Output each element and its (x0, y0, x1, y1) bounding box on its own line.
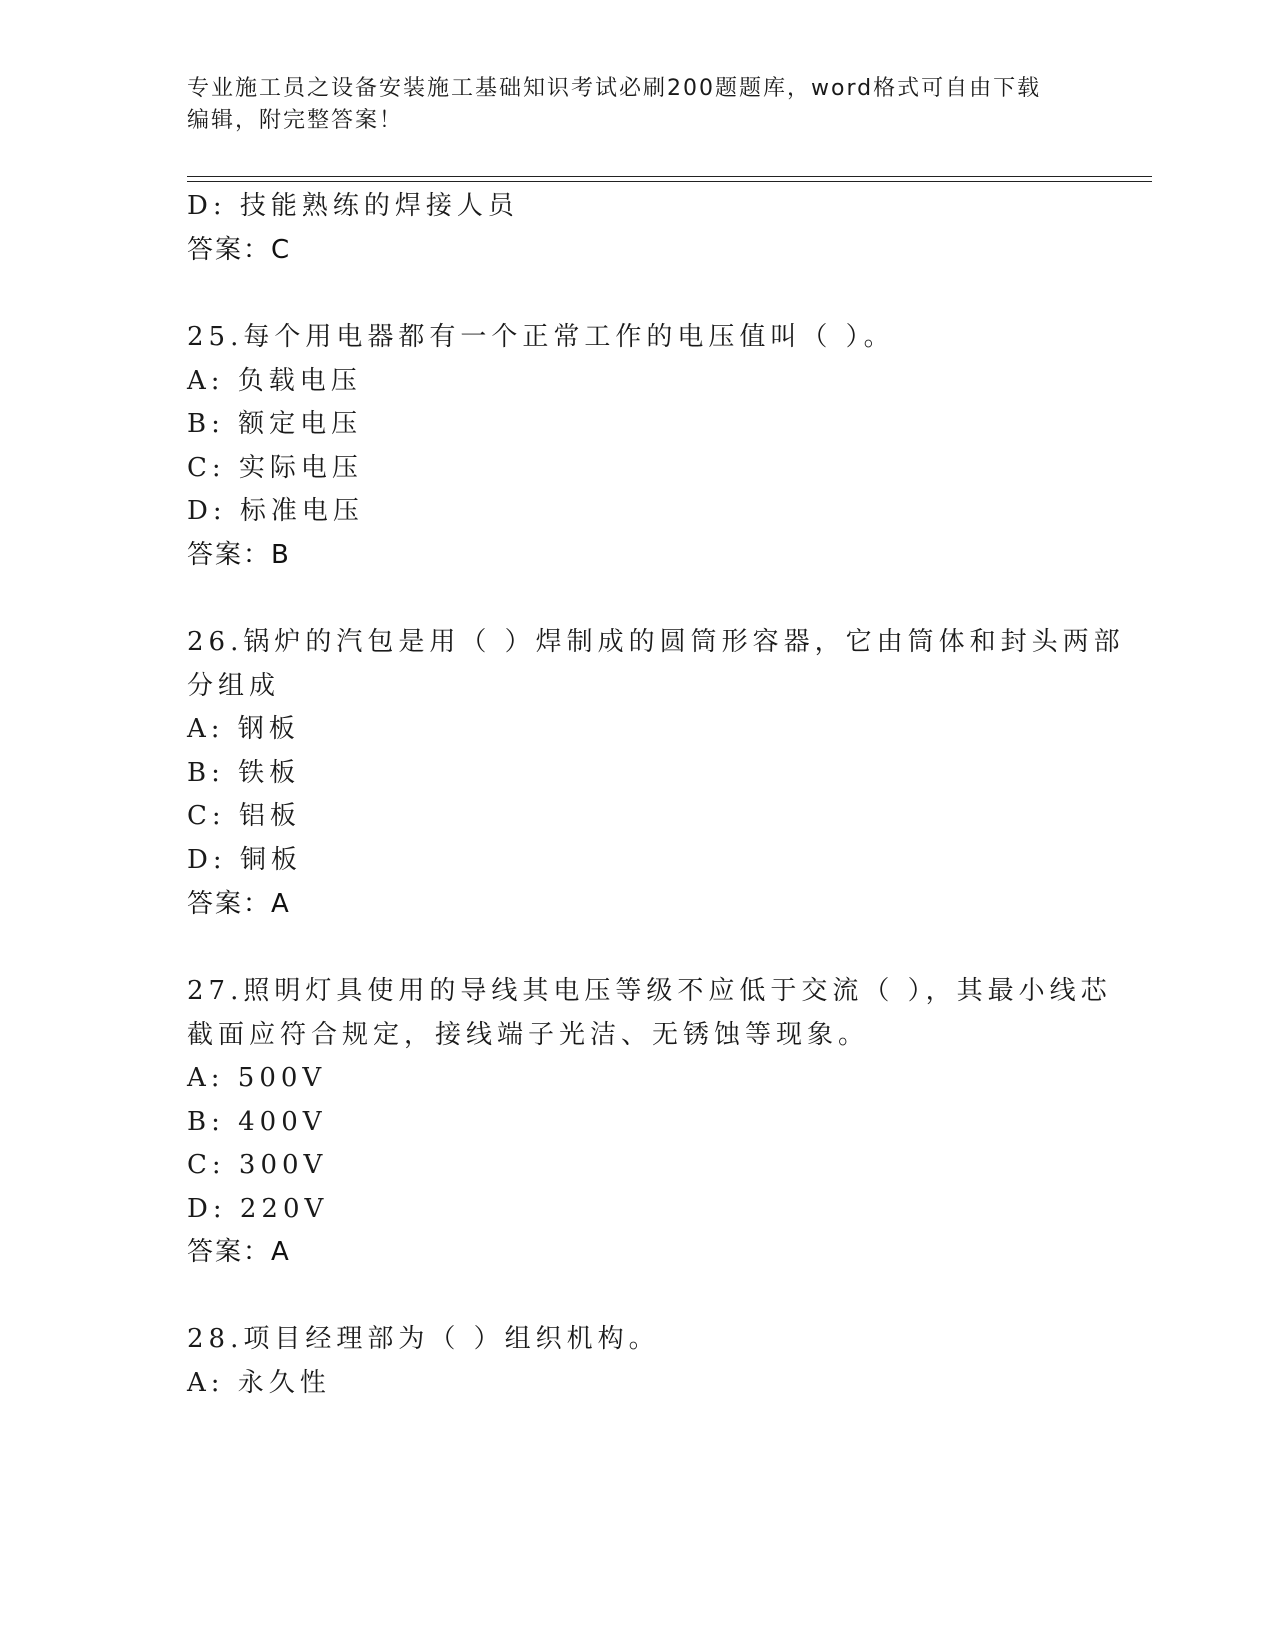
q26-option-b: B: 铁板 (187, 758, 301, 788)
q26-stem-line-2: 分组成 (187, 671, 281, 701)
q28-option-a: A: 永久性 (187, 1368, 331, 1398)
q27-option-c: C: 300V (187, 1150, 328, 1180)
q27-stem-line-1: 27.照明灯具使用的导线其电压等级不应低于交流（ ），其最小线芯 (187, 976, 1112, 1006)
q26-answer: 答案：A (187, 889, 291, 919)
q26-option-c: C: 铝板 (187, 801, 301, 831)
q24-answer: 答案：C (187, 235, 292, 265)
q25-stem: 25.每个用电器都有一个正常工作的电压值叫（ ）。 (187, 322, 895, 352)
q27-answer: 答案：A (187, 1237, 291, 1267)
header-rule-bottom (187, 181, 1152, 182)
q25-option-d: D: 标准电压 (187, 496, 364, 526)
header-rule-top (187, 176, 1152, 177)
q25-option-c: C: 实际电压 (187, 453, 363, 483)
q27-stem-line-2: 截面应符合规定，接线端子光洁、无锈蚀等现象。 (187, 1020, 870, 1050)
q25-answer: 答案：B (187, 540, 291, 570)
q26-option-d: D: 铜板 (187, 845, 302, 875)
q26-option-a: A: 钢板 (187, 714, 300, 744)
q24-option-d: D: 技能熟练的焊接人员 (187, 191, 519, 221)
q27-option-d: D: 220V (187, 1194, 329, 1224)
q25-option-b: B: 额定电压 (187, 409, 363, 439)
document-header (187, 73, 1067, 137)
header-line-1: 专业施工员之设备安装施工基础知识考试必刷200题题库，word格式可自由下载 (187, 76, 1042, 101)
q27-option-b: B: 400V (187, 1107, 327, 1137)
q27-option-a: A: 500V (187, 1063, 327, 1093)
q28-stem: 28.项目经理部为（ ）组织机构。 (187, 1324, 660, 1354)
q25-option-a: A: 负载电压 (187, 366, 362, 396)
q26-stem-line-1: 26.锅炉的汽包是用（ ）焊制成的圆筒形容器，它由筒体和封头两部 (187, 627, 1125, 657)
header-line-2: 编辑，附完整答案！ (187, 108, 404, 133)
